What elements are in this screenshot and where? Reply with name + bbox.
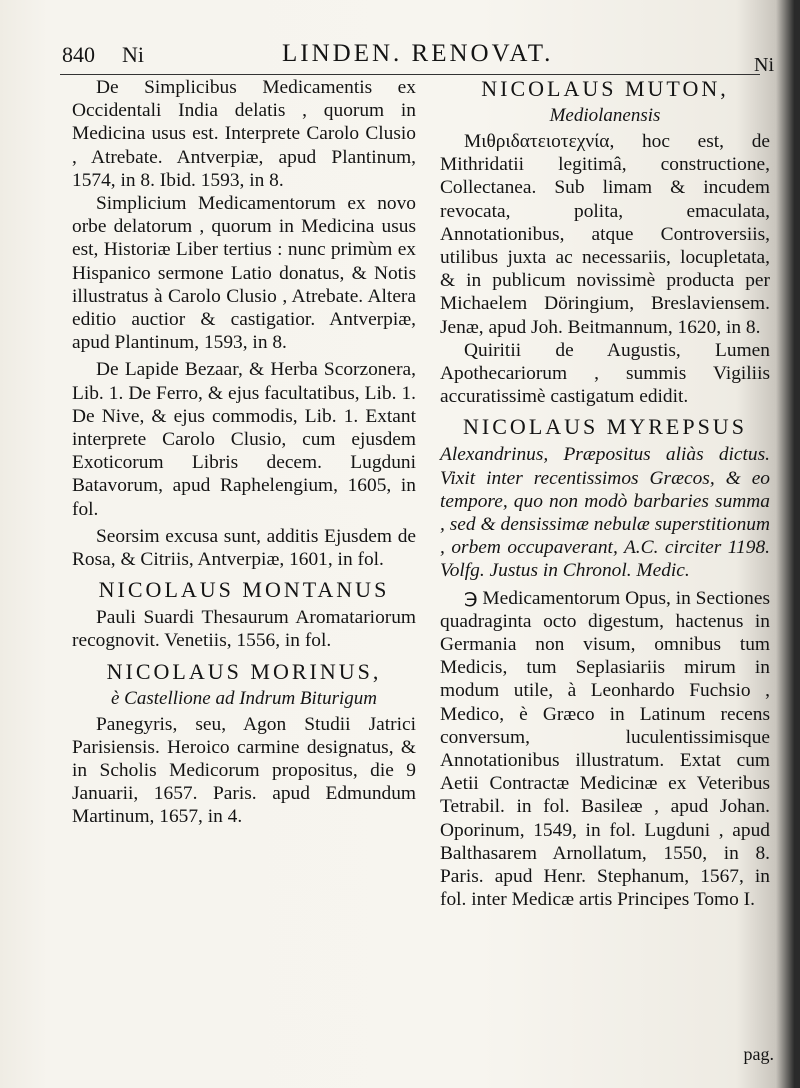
left-column — [72, 76, 416, 829]
entry-paragraph-italic: Alexandrinus, Præpositus aliàs dictus. Vixit inter recentissimos Græcos, & eo tempore, quo non modò barbaries summa , sed & densissimæ nebulæ superstitionum , orbem occupaverant, A.C. circiter 1198. Volfg. Justus in Chronol. Medic. — [440, 444, 770, 582]
section-marker-left: Ni — [122, 42, 144, 67]
author-heading: NICOLAUS MONTANUS — [98, 577, 390, 603]
author-heading: NICOLAUS MORINUS, — [106, 658, 382, 684]
author-subheading: è Castellione ad Indrum Biturigum — [111, 687, 377, 709]
entry-paragraph: Μιθριδατειοτεχνία, hoc est, de Mithridatii legitimâ, constructione, Collectanea. Sub limam & incudem revocata, polita, emaculata, Annotationibus, atque Controversiis, utilibus juxta ac necessariis, locupletata, & in publicum novissimè producta per Michaelem Döringium, Breslaviensem. Jenæ, apud Joh. Beitmannum, 1620, in 8. — [440, 131, 770, 338]
right-column — [440, 76, 770, 912]
running-title: LINDEN. RENOVAT. — [282, 40, 554, 67]
entry-paragraph: De Simplicibus Medicamentis ex Occidentali India delatis , quorum in Medicina usus est. Interprete Carolo Clusio , Atrebate. Antverpiæ, apud Plantinum, 1574, in 8. Ibid. 1593, in 8. — [72, 77, 416, 191]
author-heading: NICOLAUS MYREPSUS — [463, 414, 747, 440]
page-number: 840 — [62, 42, 95, 67]
running-header — [60, 40, 774, 76]
entry-paragraph: Panegyris, seu, Agon Studii Jatrici Parisiensis. Heroico carmine designatus, & in Scholis Medicorum propositus, die 9 Januarii, 1657. Paris. apud Edmundum Martinum, 1657, in 4. — [72, 713, 416, 828]
entry-paragraph: De Lapide Bezaar, & Herba Scorzonera, Lib. 1. De Ferro, & ejus facultatibus, Lib. 1. De Nive, & ejus commodis, Lib. 1. Extant interprete Carolo Clusio, cum ejusdem Exoticorum Libris decem. Lugduni Batavorum, apud Raphelengium, 1605, in fol. — [72, 359, 416, 520]
entry-paragraph: Pauli Suardi Thesaurum Aromatariorum recognovit. Venetiis, 1556, in fol. — [72, 607, 416, 652]
entry-paragraph: Seorsim excusa sunt, additis Ejusdem de Rosa, & Citriis, Antverpiæ, 1601, in fol. — [72, 525, 416, 571]
catchword: pag. — [743, 1044, 774, 1064]
entry-paragraph: Simplicium Medicamentorum ex novo orbe delatorum , quorum in Medicina usus est, Historiæ Liber tertius : nunc primùm ex Hispanico sermone Latio donatus, & Notis illustratus à Carolo Clusio , Atrebate. Altera editio auctior & castigatior. Antverpiæ, apud Plantinum, 1593, in 8. — [72, 193, 416, 354]
entry-paragraph: Quiritii de Augustis, Lumen Apothecariorum , summis Vigiliis accuratissimè castigatum edidit. — [440, 339, 770, 408]
section-marker-right: Ni — [754, 54, 774, 76]
entry-paragraph: ℈ Medicamentorum Opus, in Sectiones quadraginta octo digestum, hactenus in Germania non visum, omnibus tum Medicis, tum Seplasiariis mirum in modum utile, à Leonhardo Fuchsio , Medico, è Græco in Latinum recens conversum, luculentissimisque Annotationibus illustratum. Extat cum Aetii Contractæ Medicinæ ex Veteribus Tetrabil. in fol. Basileæ , apud Johan. Oporinum, 1549, in fol. Lugduni , apud Balthasarem Arnollatum, 1550, in 8. Paris. apud Henr. Stephanum, 1567, in fol. inter Medicæ artis Principes Tomo I. — [440, 587, 770, 911]
author-heading: NICOLAUS MUTON, — [481, 76, 729, 101]
author-subheading: Mediolanensis — [549, 105, 661, 126]
